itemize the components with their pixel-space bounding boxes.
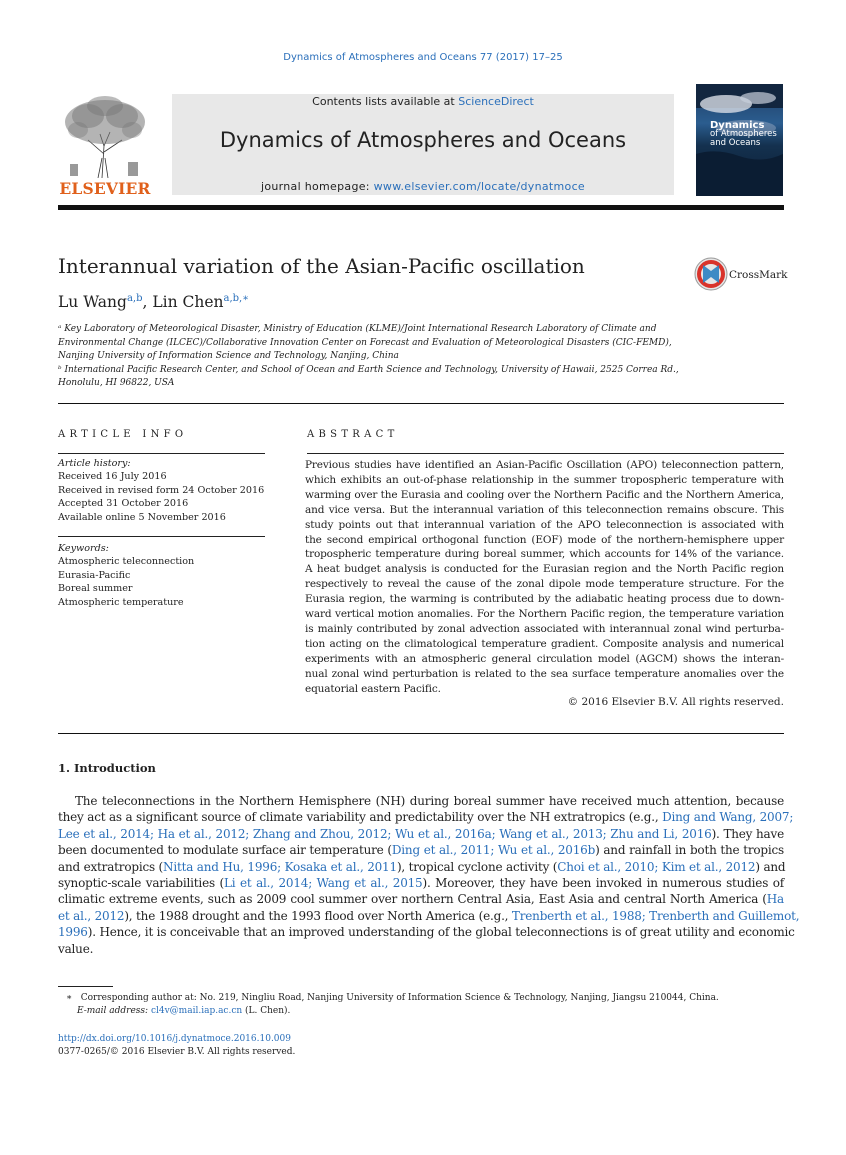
- author-name[interactable]: Lin Chen: [152, 293, 224, 312]
- cover-title-line: of Atmospheres: [710, 129, 777, 139]
- text-run: ). Moreover, they have been invoked in numerous studies of: [422, 876, 784, 891]
- history-item: Received 16 July 2016: [58, 471, 167, 483]
- affiliation-line: Nanjing University of Information Science and Technology, Nanjing, China: [58, 351, 399, 361]
- divider: [58, 733, 784, 734]
- citation-link[interactable]: Lee et al., 2014; Ha et al., 2012; Zhang and Zhou, 2012; Wu et al., 2016a; Wang et al., 2013; Zhu and Li, 2016: [58, 826, 712, 841]
- text-run: synoptic-scale variabilities (: [58, 876, 224, 891]
- citation-link[interactable]: Ding et al., 2011; Wu et al., 2016b: [391, 843, 596, 858]
- abstract-line: which exhibits an out-of-phase relationship in the summer tropospheric temperature with: [305, 473, 784, 486]
- text-run: ). Hence, it is conceivable that an improved understanding of the global teleconnections is of great utility and economic: [87, 925, 795, 940]
- citation-link[interactable]: Nitta and Hu, 1996; Kosaka et al., 2011: [163, 859, 397, 874]
- abstract-line: equatorial eastern Pacific.: [305, 682, 441, 695]
- cover-title: [710, 121, 777, 148]
- paragraph-line: [58, 859, 784, 875]
- doi-link[interactable]: http://dx.doi.org/10.1016/j.dynatmoce.2016.10.009: [58, 1034, 291, 1044]
- history-item: Received in revised form 24 October 2016: [58, 484, 265, 496]
- abstract-line: Eurasia region, the warming is contributed by the adiabatic heating process due to down-: [305, 593, 784, 606]
- article-history: [58, 457, 265, 524]
- keyword: Boreal summer: [58, 583, 133, 595]
- keywords-label: Keywords:: [58, 543, 109, 554]
- abstract-copyright: © 2016 Elsevier B.V. All rights reserved.: [567, 696, 784, 708]
- text-run: and extratropics (: [58, 859, 164, 874]
- affiliation-line: Environmental Change (ILCEC)/Collaborative Innovation Center on Forecast and Evaluation of Meteorological Disasters (CIC-FEMD),: [58, 337, 672, 348]
- divider: [58, 536, 265, 537]
- paragraph-line: [58, 826, 784, 842]
- text-run: ) and rainfall in both the tropics: [595, 843, 785, 858]
- journal-reference-link[interactable]: Dynamics of Atmospheres and Oceans 77 (2017) 17–25: [283, 52, 563, 63]
- article-title: Interannual variation of the Asian-Pacific oscillation: [58, 254, 585, 278]
- author-name[interactable]: Lu Wang: [58, 293, 127, 312]
- abstract-line: respectively to reveal the cause of the zonal dipole mode temperature structure. For the: [305, 578, 784, 591]
- paragraph-line: [58, 908, 800, 924]
- abstract-line: is mainly contributed by zonal advection associated with interannual zonal wind perturba-: [305, 622, 784, 635]
- crossmark-badge[interactable]: [694, 257, 786, 293]
- email-label: E-mail address:: [77, 1006, 151, 1016]
- homepage-link[interactable]: www.elsevier.com/locate/dynatmoce: [373, 180, 585, 193]
- footnote: [66, 992, 786, 1018]
- text-run: climatic extreme events, such as 2009 cool summer over northern Central Asia, East Asia and central North America (: [58, 892, 767, 907]
- abstract-line: ward vertical motion anomalies. For the Northern Pacific region, the temperature variation: [305, 608, 784, 621]
- abstract-line: warming over the Eurasia and cooling over the Northern Pacific and the Northern America,: [305, 488, 784, 501]
- crossmark-label: CrossMark: [729, 269, 788, 281]
- header-divider: [58, 205, 784, 210]
- cover-title-line: and Oceans: [710, 138, 761, 148]
- contents-line: [172, 95, 674, 108]
- paragraph-line: [58, 891, 784, 907]
- text-run: been documented to modulate surface air temperature (: [58, 843, 392, 858]
- corresponding-star[interactable]: ∗: [242, 293, 250, 304]
- citation-link[interactable]: Choi et al., 2010; Kim et al., 2012: [557, 859, 756, 874]
- text-run: ), the 1988 drought and the 1993 flood over North America (e.g.,: [124, 908, 512, 923]
- contents-prefix: Contents lists available at: [312, 95, 459, 108]
- article-info-heading: ARTICLE INFO: [58, 429, 188, 440]
- paragraph-line: The teleconnections in the Northern Hemisphere (NH) during boreal summer have received much attention, because: [75, 794, 784, 808]
- paragraph-line: value.: [58, 941, 94, 956]
- paragraph-line: [58, 924, 795, 940]
- author-separator: ,: [142, 293, 153, 312]
- section-heading: 1. Introduction: [58, 761, 156, 775]
- abstract-line: study points out that interannual variation of the APO teleconnection is associated with: [305, 518, 784, 531]
- author-affil-marks[interactable]: [224, 293, 250, 304]
- journal-header-box: [172, 94, 674, 195]
- abstract-line: Previous studies have identified an Asian-Pacific Oscillation (APO) teleconnection pattern,: [305, 459, 784, 471]
- email-suffix: (L. Chen).: [242, 1006, 291, 1016]
- issn-copyright: 0377-0265/© 2016 Elsevier B.V. All rights reserved.: [58, 1047, 296, 1057]
- keywords: [58, 542, 265, 609]
- citation-link[interactable]: et al., 2012: [58, 908, 125, 923]
- history-item: Accepted 31 October 2016: [58, 498, 189, 510]
- keyword: Atmospheric teleconnection: [58, 556, 195, 568]
- abstract-line: tropospheric temperature during boreal summer, which accounts for 14% of the variance.: [305, 548, 784, 561]
- affiliation-line: ᵇ International Pacific Research Center, and School of Ocean and Earth Science and Technology, University of Hawaii, 2525 Correa Rd.,: [58, 364, 679, 375]
- footnote-text: Corresponding author at: No. 219, Ningliu Road, Nanjing University of Information Science & Technology, Nanjing, Jiangsu 210044, China.: [80, 993, 719, 1003]
- journal-title: Dynamics of Atmospheres and Oceans: [219, 128, 627, 152]
- footnote-star: ∗: [66, 993, 73, 1003]
- abstract-line: A heat budget analysis is conducted for the Eurasian region and the North Pacific region: [305, 563, 784, 576]
- citation-link[interactable]: Li et al., 2014; Wang et al., 2015: [224, 876, 423, 891]
- abstract-line: tion acting on the climatological temperature gradient. Composite analysis and numerical: [305, 637, 784, 650]
- elsevier-wordmark: ELSEVIER: [59, 179, 151, 198]
- affiliation-line: Honolulu, HI 96822, USA: [58, 378, 175, 388]
- sciencedirect-link[interactable]: ScienceDirect: [458, 95, 534, 108]
- citation-link[interactable]: Ha: [766, 892, 784, 907]
- abstract-line: nual zonal wind perturbation is related to the sea surface temperature anomalies over the: [305, 667, 784, 680]
- keyword: Atmospheric temperature: [58, 596, 184, 608]
- footnote-divider: [58, 986, 113, 987]
- citation-link[interactable]: Ding and Wang, 2007;: [662, 810, 794, 825]
- author-affil-marks[interactable]: a,b: [126, 293, 143, 304]
- abstract-text: [305, 458, 784, 697]
- citation-link[interactable]: 1996: [58, 925, 88, 940]
- history-label: Article history:: [58, 458, 131, 469]
- journal-cover-image[interactable]: [696, 84, 783, 196]
- author-list: [58, 293, 249, 311]
- text-run: ) and: [755, 859, 786, 874]
- abstract-line: and vice versa. But the interannual variation of this teleconnection remains obscure. This: [305, 503, 784, 516]
- homepage-prefix: journal homepage:: [260, 180, 374, 193]
- affil-marks-text: a,b,: [223, 293, 243, 304]
- abstract-line: experiments with an atmospheric general circulation model (AGCM) shows the interan-: [305, 652, 784, 665]
- homepage-line: [172, 180, 674, 193]
- divider: [58, 403, 784, 404]
- affiliation-line: ᵃ Key Laboratory of Meteorological Disaster, Ministry of Education (KLME)/Joint International Research Laboratory of Climate and: [58, 324, 657, 334]
- footnote-line: [66, 1005, 786, 1018]
- history-item: Available online 5 November 2016: [58, 511, 226, 523]
- divider: [307, 453, 784, 454]
- abstract-heading: ABSTRACT: [307, 429, 399, 440]
- footnote-line: [66, 992, 786, 1005]
- email-link[interactable]: cl4v@mail.iap.ac.cn: [150, 1006, 243, 1016]
- introduction-paragraph: [58, 793, 800, 957]
- abstract-line: the second empirical orthogonal function (EOF) mode of the northern-hemisphere upper: [305, 533, 784, 546]
- paragraph-line: [58, 875, 784, 891]
- citation-link[interactable]: Trenberth et al., 1988; Trenberth and Guillemot,: [511, 908, 800, 923]
- keyword: Eurasia-Pacific: [58, 569, 131, 581]
- divider: [58, 453, 265, 454]
- crossmark-icon: [694, 257, 728, 291]
- text-run: ). They have: [711, 826, 784, 841]
- paragraph-line: [58, 809, 794, 825]
- cover-title-line: Dynamics: [710, 120, 765, 131]
- affiliations: [58, 323, 698, 391]
- paragraph-line: [58, 842, 784, 858]
- text-run: they act as a significant source of climate variability and predictability over the NH extratropics (e.g.,: [58, 810, 663, 825]
- text-run: ), tropical cyclone activity (: [396, 859, 558, 874]
